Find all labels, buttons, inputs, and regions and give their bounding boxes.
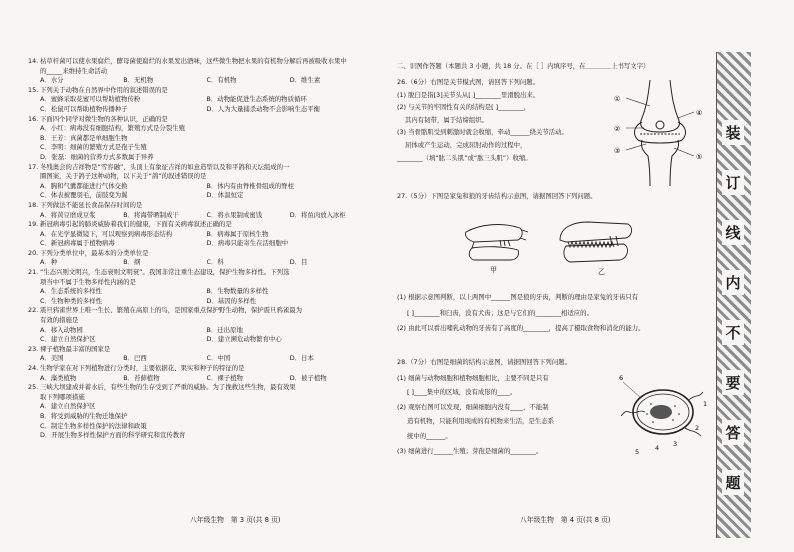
q17-options-1: A．胸和气囊都能进行气体交换 B．体内有由脊椎骨组成的脊柱	[40, 181, 294, 190]
q19-options-2: C．新冠病毒属于植物病毒 D．病毒只能寄生在活细胞中	[40, 239, 289, 248]
bacteria-label-2: 2	[695, 424, 700, 432]
q18-options: A．将黄豆磨成豆浆 B．将海带晒制成干 C．将水果制成蜜饯 D．将鱼肉放入冰柜	[40, 210, 346, 219]
q14-options: A．水分 B．无机物 C．有机物 D．维生素	[40, 76, 321, 85]
question-19: 19. 新冠病毒引起的肺炎威胁着我们的健康，下面有关病毒叙述正确的是	[28, 220, 232, 229]
q25-option-a: A．建立自然保护区	[40, 402, 96, 411]
binding-char-8: 题	[722, 470, 743, 495]
joint-label-1: ①	[614, 95, 621, 103]
q26-line-1: (1) 脱臼是指[3]关节头从[ ]________里滑脱出来。	[397, 90, 540, 99]
question-26	[397, 78, 617, 163]
q16-option-a: A．小红：病毒没有细胞结构，繁殖方式是分裂生殖	[40, 124, 185, 133]
q22-options-1: A．移入动物园 B．迁出原地	[40, 325, 243, 334]
binding-char-2: 订	[722, 170, 743, 195]
section-two-header: 二、识图作答题（本题共 3 小题，共 18 分。在［ ］内填序号，在＿＿＿＿上书写文字）	[397, 62, 650, 70]
binding-char-1: 装	[722, 120, 743, 145]
q16-option-c: C．李明：细菌的繁殖方式是孢子生殖	[40, 143, 147, 152]
q26-line-4: (3) 当骨骼肌受到刺激时就会收缩，牵动______绕关节活动。	[397, 128, 568, 137]
question-17: 17. 冬残奥会的吉祥物是“雪容融”，头顶上有象征吉祥的如意造型以及和平鸽和天坛组成的一	[28, 162, 290, 171]
bacteria-label-3: 3	[673, 440, 678, 448]
question-14-cont: 的_____来维持生命活动	[40, 66, 108, 75]
q23-options: A．美国 B．巴西 C．中国 D．日本	[40, 354, 314, 363]
question-15: 15. 下列关于动物在自然界中作用的叙述错误的是	[28, 85, 168, 94]
q26-line-3: 其内有韧带，属于结缔组织。	[405, 115, 489, 124]
binding-char-5: 不	[722, 320, 743, 345]
bacteria-label-5: 5	[635, 448, 640, 456]
joint-label-5: ⑤	[696, 153, 703, 161]
q20-options: A．种 B．纲 C．科 D．目	[40, 258, 308, 267]
q22-options-2: C．建立自然保护区 D．建立濒危动物繁育中心	[40, 335, 282, 344]
q26-line-5: 屈体或产生运动，完成屈肘动作的过程中，	[405, 140, 527, 149]
question-27-body	[397, 293, 697, 334]
rabbit-skull	[465, 225, 528, 260]
q26-line-2: (2) 与关节的牢固性有关的结构是[ ]________，	[397, 103, 531, 112]
q28-line-2: [ ]____集中的区域，没有成形的____。	[407, 388, 517, 397]
question-25-cont: 取下列哪项措施	[40, 392, 85, 401]
binding-char-3: 线	[722, 220, 743, 245]
question-20: 20. 下列分类单位中，最基本的分类单位是	[28, 248, 149, 257]
q21-options-2: C．生物种类的多样性 D．基因的多样性	[40, 296, 257, 305]
question-16: 16. 下面四个同学对微生物的各种认识，正确的是	[28, 114, 168, 123]
binding-char-6: 要	[722, 370, 743, 395]
question-25: 25. 三峡大坝建成并蓄水后，有些生物的生存受到了严重的威胁。为了挽救这些生物，最有效果	[28, 383, 296, 392]
question-23: 23. 裸子植物最丰富的国家是	[28, 344, 111, 353]
question-14: 14. 枯草杆菌可以使水果腐烂，酵母菌使腐烂的水果发出酒味，这些微生物把水果的有机物分解后再被吸收水果中	[28, 57, 347, 65]
q28-line-6: (3) 细菌进行______生殖；芽孢是细菌的________。	[397, 446, 543, 455]
q19-options-1: A．在光学显微镜下，可以观察到病毒形态结构 B．病毒属于原核生物	[40, 229, 269, 238]
caption-yi: 乙	[598, 268, 605, 276]
q27-title: 27.（5分）下图是家兔和狼的牙齿结构示意图，请据图回答下列问题。	[397, 192, 597, 200]
q26-title: 26.（6分）右图是关节模式图，请回答下列问题。	[397, 78, 540, 86]
joint-label-4: ④	[696, 109, 703, 117]
teeth-diagram	[460, 210, 700, 288]
q28-line-5: 统中的______。	[407, 431, 452, 440]
q16-option-d: D．张磊：细菌的营养方式多数属于异养	[40, 152, 154, 161]
bacteria-label-6: 6	[619, 374, 624, 382]
caption-jia: 甲	[490, 266, 497, 274]
q27-line-1: (1) 根据示意图判断，以上两图中______图是狼的牙齿，判断的理由是家兔的牙齿只有	[397, 293, 639, 301]
q28-line-4: 造有机物，只能利用现成的有机物来生活，是生态系	[407, 417, 554, 426]
question-22-cont: 有效的措施是	[40, 316, 79, 325]
question-21: 21. “生态兴则文明兴，生态衰则文明衰”。我国非常注重生态建设，保护生物多样性。下列选	[28, 268, 290, 277]
q27-line-3: (2) 由此可以看出哺乳动物的牙齿有了高度的________，提高了摄取食物和消化的能力。	[397, 324, 645, 333]
q21-options-1: A．生态系统的多样性 B．生物数量的多样性	[40, 287, 269, 296]
left-footer: 八年级生物 第 3 页(共 8 页)	[190, 516, 281, 524]
right-footer: 八年级生物 第 4 页(共 8 页)	[520, 516, 611, 524]
binding-char-4: 内	[722, 270, 743, 295]
joint-label-3: ③	[614, 147, 621, 155]
joint-diagram	[612, 78, 708, 188]
q24-options: A．藻类植物 B．苔藓植物 C．裸子植物 D．被子植物	[40, 373, 327, 382]
q28-line-3: (2) 观察右图可以发现，细菌细胞内没有____，不能制	[397, 402, 549, 411]
q27-line-2: [ ]________和臼齿，没有犬齿；这是与它们的________相适应的。	[407, 308, 593, 317]
q25-option-d: D．开展生物多样性保护方面的科学研究和宣传教育	[40, 431, 186, 440]
question-17-cont: 圈图案，关于鸽子这种动物，以下关于“鸽”的叙述错误的是	[40, 172, 207, 181]
question-27	[397, 192, 697, 202]
q26-line-6: ________（填“肱二头肌”或“肱三头肌”）收缩。	[397, 153, 532, 162]
binding-warning	[722, 120, 744, 495]
q25-option-c: C．制定生物多样性保护的法律和政策	[40, 421, 147, 430]
question-21-cont: 项当中不属于生物多样性内涵的是	[40, 277, 136, 286]
question-22: 22. 震旦鸦雀世界上唯一生长、繁殖在高原上的鸟，是国家重点保护野生动物，保护震旦鸦雀最为	[28, 306, 303, 315]
q15-options-2: C．松鼠可以帮助植物传播种子 D．人为大量捕杀动物不会影响生态平衡	[40, 104, 321, 113]
q16-option-b: B．王芳：真菌都是单细胞生物	[40, 133, 128, 142]
question-18: 18. 下列做法不能延长食品保存时间的是	[28, 200, 143, 209]
q28-line-1: (1) 细菌与动物细胞和植物细胞相比，主要不同是只有	[397, 373, 549, 382]
bacteria-label-4: 4	[655, 444, 660, 452]
bacteria-diagram	[615, 370, 715, 460]
binding-char-7: 答	[722, 420, 743, 445]
joint-label-2: ②	[614, 125, 621, 133]
q17-options-2: C．体表被覆羽毛，前肢变为翼 D．体温恒定	[40, 191, 244, 200]
question-24: 24. 生物学家在对下列植物进行分类时，主要依据花、果实和种子的特征的是	[28, 364, 245, 372]
wolf-skull	[560, 222, 632, 262]
q15-options-1: A．蜜蜂采取花蜜可以帮助植物传粉 B．动物能促进生态系统的物质循环	[40, 95, 307, 104]
bacteria-label-1: 1	[703, 400, 708, 408]
q28-title: 28.（7分）右图是细菌的结构示意图，请据图回答下列问题。	[397, 358, 571, 366]
q25-option-b: B．将受到威胁的生物迁地保护	[40, 411, 128, 420]
